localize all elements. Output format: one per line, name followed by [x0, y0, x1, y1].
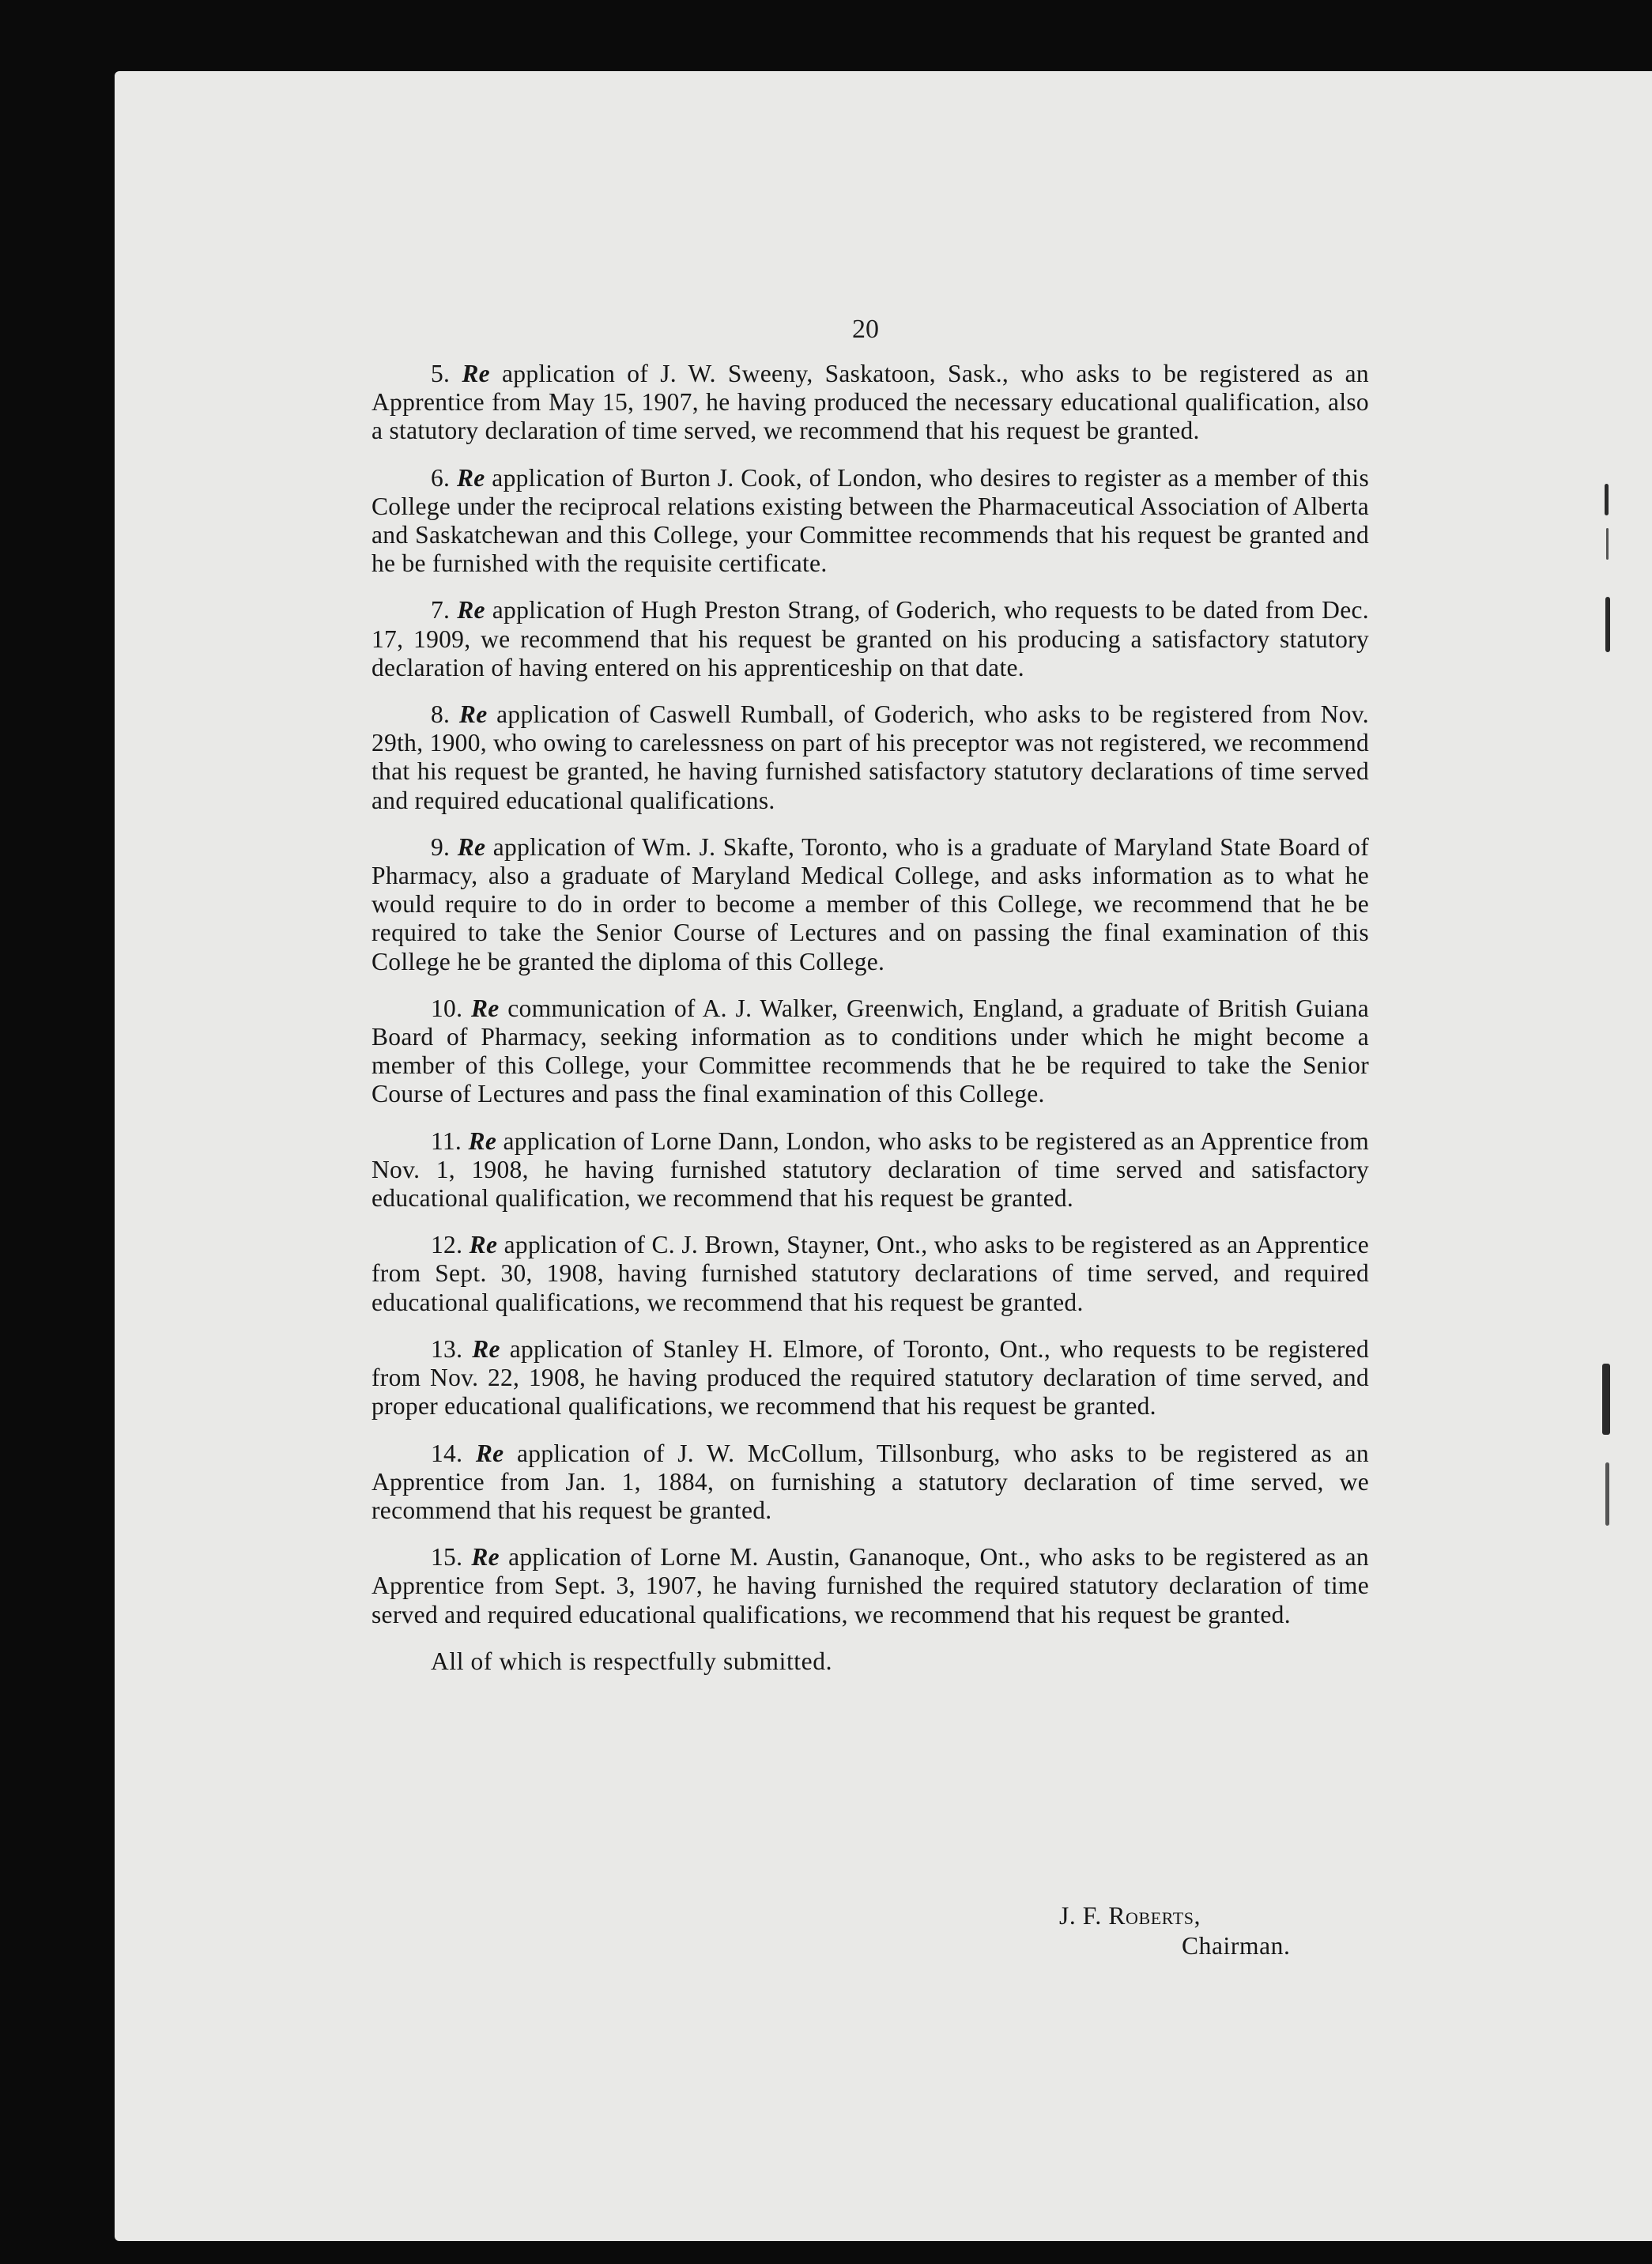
paragraph-5: 5. Re application of J. W. Sweeny, Saskatoon, Sask., who asks to be registered as an Apprentice from May 15, 1907, he having produced the necessary educational qualification, also a statutory declaration of time served, we recommend that his request be granted.: [372, 360, 1369, 445]
paragraph-14: 14. Re application of J. W. McCollum, Tillsonburg, who asks to be registered as an Apprentice from Jan. 1, 1884, on furnishing a statutory declaration of time served, we recommend that his request be granted.: [372, 1439, 1369, 1524]
page-number: 20: [852, 315, 879, 344]
scan-bottom-edge: [115, 2241, 1652, 2264]
scan-mark-2: [1606, 528, 1609, 560]
report-body: [372, 360, 1369, 1676]
paragraph-7: 7. Re application of Hugh Preston Strang, of Goderich, who requests to be dated from Dec. 17, 1909, we recommend that his request be granted on his producing a satisfactory statutory declaration of having entered on his apprenticeship on that date.: [372, 596, 1369, 681]
scan-mark-3: [1605, 597, 1610, 652]
signature-title: Chairman.: [1182, 1932, 1291, 1960]
paragraph-10: 10. Re communication of A. J. Walker, Greenwich, England, a graduate of British Guiana Board of Pharmacy, seeking information as to conditions under which he might become a member of this College, your Committee recommends that he be required to take the Senior Course of Lectures and pass the final examination of this College.: [372, 994, 1369, 1108]
paragraph-11: 11. Re application of Lorne Dann, London, who asks to be registered as an Apprentice from Nov. 1, 1908, he having furnished statutory declaration of time served and satisfactory educational qualification, we recommend that his request be granted.: [372, 1126, 1369, 1213]
signature-block: [1059, 1901, 1291, 1961]
paragraph-13: 13. Re application of Stanley H. Elmore, of Toronto, Ont., who requests to be registered from Nov. 22, 1908, he having produced the required statutory declaration of time served, and proper educational qualifications, we recommend that his request be granted.: [372, 1334, 1369, 1421]
signature-name: J. F. Roberts,: [1059, 1902, 1201, 1930]
paragraph-15: 15. Re application of Lorne M. Austin, Gananoque, Ont., who asks to be registered as an Apprentice from Sept. 3, 1907, he having furnished the required statutory declaration of time served and required educational qualifications, we recommend that his request be granted.: [372, 1543, 1369, 1628]
scan-mark-4: [1602, 1364, 1610, 1435]
paragraph-8: 8. Re application of Caswell Rumball, of Goderich, who asks to be registered from Nov. 29th, 1900, who owing to carelessness on part of his preceptor was not registered, we recommend that his request be granted, he having furnished satisfactory statutory declarations of time served and required educational qualifications.: [372, 700, 1369, 814]
paragraph-9: 9. Re application of Wm. J. Skafte, Toronto, who is a graduate of Maryland State Board of Pharmacy, also a graduate of Maryland Medical College, and asks information as to what he would require to do in order to become a member of this College, we recommend that he be required to take the Senior Course of Lectures and on passing the final examination of this College he be granted the diploma of this College.: [372, 832, 1369, 975]
closing-line: All of which is respectfully submitted.: [431, 1647, 833, 1675]
scan-mark-1: [1605, 484, 1609, 515]
paragraph-12: 12. Re application of C. J. Brown, Stayner, Ont., who asks to be registered as an Apprentice from Sept. 30, 1908, having furnished statutory declarations of time served, and required educational qualifications, we recommend that his request be granted.: [372, 1231, 1369, 1316]
scan-mark-5: [1605, 1462, 1609, 1526]
paragraph-6: 6. Re application of Burton J. Cook, of London, who desires to register as a member of this College under the reciprocal relations existing between the Pharmaceutical Association of Alberta and Saskatchewan and this College, your Committee recommends that his request be granted and he be furnished with the requisite certificate.: [372, 463, 1370, 578]
